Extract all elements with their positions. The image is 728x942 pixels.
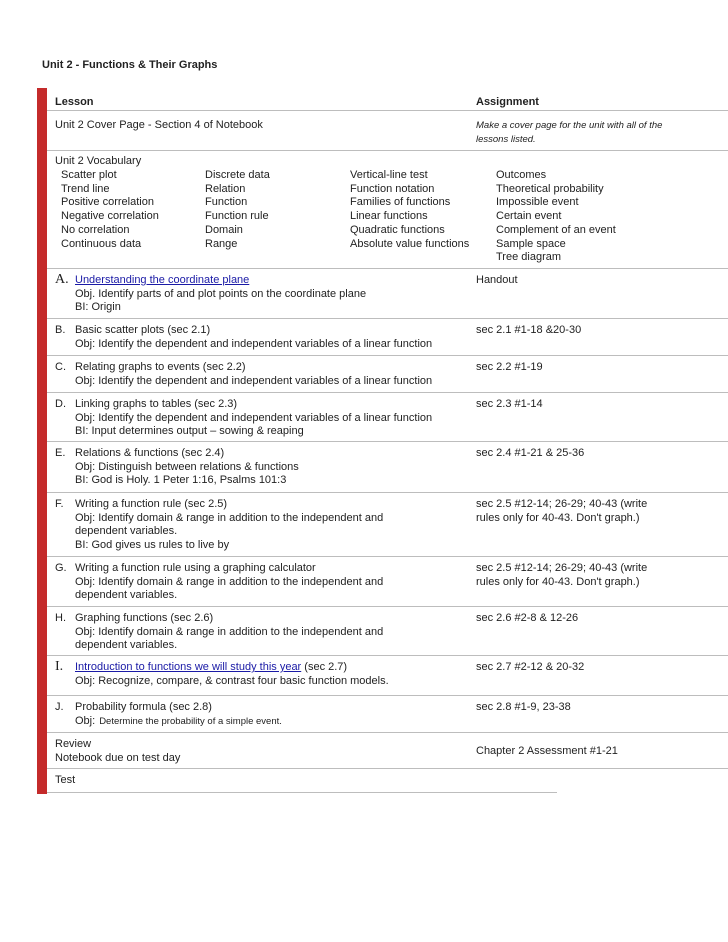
vocab-term: Quadratic functions [350, 223, 445, 236]
lesson-title: Writing a function rule (sec 2.5) [75, 498, 228, 510]
lesson-title-link[interactable]: Understanding the coordinate plane [75, 274, 250, 286]
lesson-detail: dependent variables. [75, 639, 178, 652]
assignment-column-header: Assignment [476, 96, 539, 108]
vocab-term: Vertical-line test [350, 169, 428, 181]
lesson-title: Basic scatter plots (sec 2.1) [75, 324, 211, 336]
vocab-term: Discrete data [205, 169, 270, 181]
vocab-term: Absolute value functions [350, 237, 470, 250]
divider [47, 441, 728, 442]
vocab-term: Families of functions [350, 196, 451, 209]
lesson-section-ref: (sec 2.7) [301, 661, 348, 673]
lesson-letter: A. [55, 272, 69, 287]
review-label: Review [55, 738, 92, 750]
lesson-title [75, 661, 347, 675]
divider [47, 150, 728, 151]
divider [47, 655, 728, 656]
lesson-detail: Obj: Recognize, compare, & contrast four basic function models. [75, 674, 389, 687]
lesson-detail: BI: Input determines output – sowing & reaping [75, 425, 304, 438]
cover-assignment-line2: lessons listed. [476, 134, 536, 145]
vocab-term: Range [205, 237, 238, 250]
lesson-title: Graphing functions (sec 2.6) [75, 612, 214, 624]
lesson-detail: Obj: Identify domain & range in addition to the independent and [75, 511, 384, 524]
lesson-detail: Obj: Identify the dependent and independent variables of a linear function [75, 374, 433, 387]
vocab-term: Positive correlation [61, 196, 154, 209]
divider [47, 732, 728, 733]
divider [47, 792, 557, 793]
lesson-assignment: Handout [476, 274, 518, 286]
review-assignment: Chapter 2 Assessment #1-21 [476, 745, 618, 757]
vocab-term: Complement of an event [496, 223, 616, 236]
lesson-title [75, 274, 249, 288]
lesson-letter: G. [55, 562, 67, 574]
lesson-letter: J. [55, 701, 64, 713]
vocab-term: Linear functions [350, 210, 428, 223]
vocab-term: Domain [205, 223, 243, 236]
objective-prefix: Obj: [75, 714, 96, 727]
vocab-term: Function [205, 196, 248, 209]
lesson-assignment: rules only for 40-43. Don't graph.) [476, 511, 640, 524]
lesson-detail: dependent variables. [75, 589, 178, 602]
lesson-detail: Obj: Distinguish between relations & functions [75, 460, 299, 473]
lesson-letter: H. [55, 612, 66, 624]
lesson-assignment: sec 2.7 #2-12 & 20-32 [476, 661, 585, 673]
lesson-title: Probability formula (sec 2.8) [75, 701, 212, 713]
divider [47, 392, 728, 393]
lesson-letter: C. [55, 361, 66, 373]
objective-text: Determine the probability of a simple event. [99, 715, 282, 727]
lesson-assignment: sec 2.8 #1-9, 23-38 [476, 701, 571, 713]
vocab-term: Certain event [496, 210, 562, 223]
lesson-title-link[interactable]: Introduction to functions we will study this year [75, 661, 302, 673]
cover-lesson: Unit 2 Cover Page - Section 4 of Notebook [55, 119, 263, 131]
divider [47, 492, 728, 493]
vocab-heading: Unit 2 Vocabulary [55, 155, 142, 167]
vocab-term: Relation [205, 182, 246, 195]
vocab-term: Scatter plot [61, 169, 117, 181]
divider [47, 318, 728, 319]
cover-assignment-line1: Make a cover page for the unit with all of the [476, 120, 663, 131]
vocab-term: Trend line [61, 182, 110, 195]
lesson-title: Linking graphs to tables (sec 2.3) [75, 398, 238, 410]
divider [47, 556, 728, 557]
lesson-detail: BI: God gives us rules to live by [75, 539, 230, 552]
vocab-term: Function notation [350, 182, 435, 195]
vocab-term: No correlation [61, 223, 130, 236]
page-title: Unit 2 - Functions & Their Graphs [42, 59, 218, 71]
vocab-term: Tree diagram [496, 251, 562, 264]
lesson-assignment: sec 2.1 #1-18 &20-30 [476, 324, 582, 336]
vocab-term: Theoretical probability [496, 182, 604, 195]
lesson-letter: B. [55, 324, 66, 336]
review-notebook: Notebook due on test day [55, 752, 181, 764]
lesson-assignment: sec 2.6 #2-8 & 12-26 [476, 612, 579, 624]
lesson-detail: BI: God is Holy. 1 Peter 1:16, Psalms 101:3 [75, 474, 287, 487]
vocab-term: Function rule [205, 210, 269, 223]
lesson-assignment: sec 2.5 #12-14; 26-29; 40-43 (write [476, 562, 648, 574]
lesson-letter: D. [55, 398, 66, 410]
lesson-detail: Obj: Identify the dependent and independent variables of a linear function [75, 337, 433, 350]
lesson-letter: F. [55, 498, 64, 510]
vocab-term: Negative correlation [61, 210, 159, 223]
lesson-column-header: Lesson [55, 96, 94, 108]
lesson-detail: BI: Origin [75, 301, 121, 314]
lesson-detail: Obj: Identify the dependent and independent variables of a linear function [75, 411, 433, 424]
lesson-title: Relations & functions (sec 2.4) [75, 447, 225, 459]
lesson-objective [75, 715, 282, 729]
lesson-assignment: sec 2.3 #1-14 [476, 398, 543, 410]
divider [47, 110, 728, 111]
lesson-detail: Obj: Identify domain & range in addition to the independent and [75, 575, 384, 588]
lesson-detail: Obj. Identify parts of and plot points on the coordinate plane [75, 287, 367, 300]
divider [47, 768, 728, 769]
lesson-assignment: sec 2.5 #12-14; 26-29; 40-43 (write [476, 498, 648, 510]
vocab-term: Sample space [496, 237, 566, 250]
divider [47, 695, 728, 696]
vocab-term: Continuous data [61, 237, 142, 250]
divider [47, 355, 728, 356]
test-label: Test [55, 774, 76, 786]
lesson-detail: Obj: Identify domain & range in addition to the independent and [75, 625, 384, 638]
lesson-title: Relating graphs to events (sec 2.2) [75, 361, 246, 373]
lesson-detail: dependent variables. [75, 525, 178, 538]
red-margin-bar [37, 88, 47, 794]
lesson-assignment: sec 2.4 #1-21 & 25-36 [476, 447, 585, 459]
lesson-title: Writing a function rule using a graphing calculator [75, 562, 316, 574]
lesson-assignment: sec 2.2 #1-19 [476, 361, 543, 373]
divider [47, 268, 728, 269]
divider [47, 606, 728, 607]
lesson-letter: I. [55, 659, 64, 674]
vocab-term: Outcomes [496, 169, 547, 181]
lesson-letter: E. [55, 447, 66, 459]
lesson-assignment: rules only for 40-43. Don't graph.) [476, 575, 640, 588]
vocab-term: Impossible event [496, 196, 579, 209]
